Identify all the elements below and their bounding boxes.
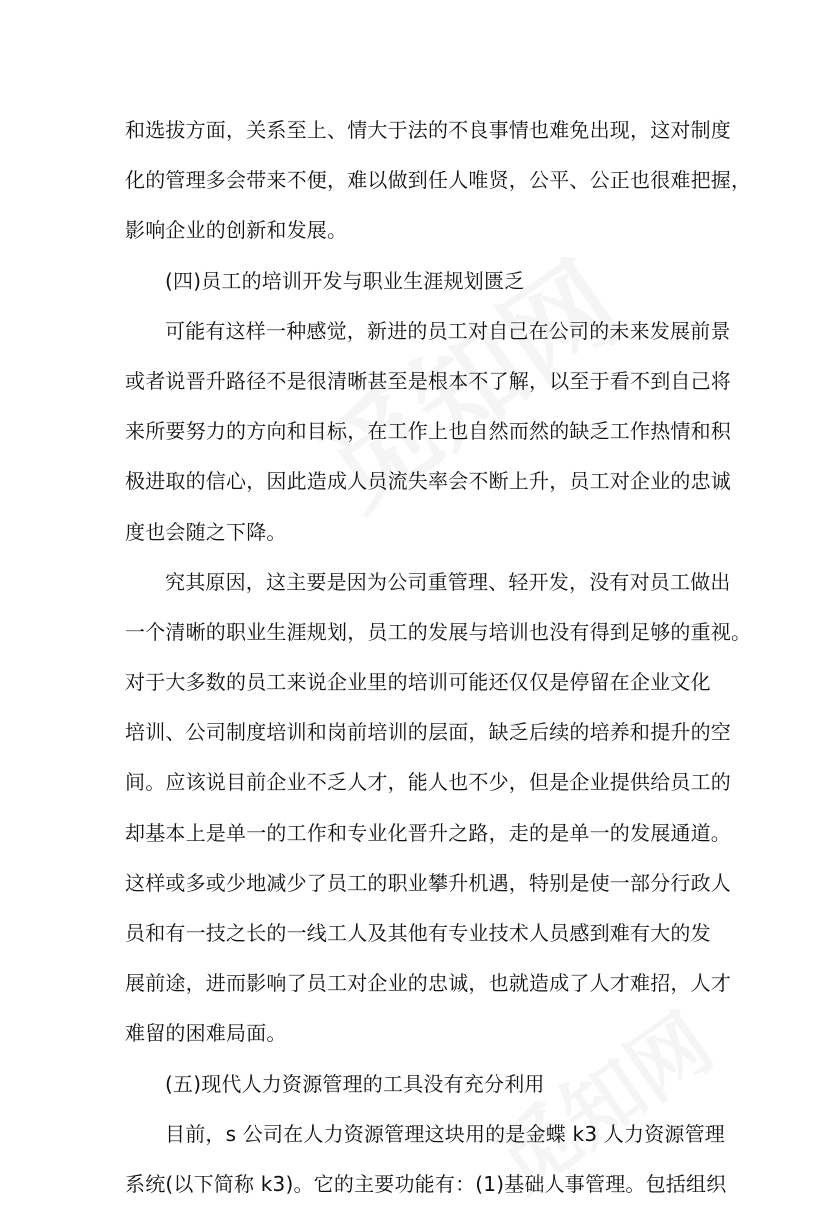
text-line: 化的管理多会带来不便，难以做到任人唯贤，公平、公正也很难把握， <box>125 168 752 193</box>
section-heading: (五)现代人力资源管理的工具没有充分利用 <box>165 1071 545 1096</box>
paragraph-first-line: 究其原因，这主要是因为公司重管理、轻开发，没有对员工做出 <box>165 569 731 594</box>
text-line: 影响企业的创新和发展。 <box>125 218 348 243</box>
text-line: 间。应该说目前企业不乏人才，能人也不少，但是企业提供给员工的 <box>125 770 731 795</box>
text-line: 度也会随之下降。 <box>125 519 287 544</box>
text-line: 这样或多或少地减少了员工的职业攀升机遇，特别是使一部分行政人 <box>125 870 731 895</box>
document-page <box>125 105 752 1209</box>
text-line: 极进取的信心，因此造成人员流失率会不断上升，员工对企业的忠诚 <box>125 469 731 494</box>
section-heading: (四)员工的培训开发与职业生涯规划匮乏 <box>165 268 525 293</box>
text-line: 一个清晰的职业生涯规划，员工的发展与培训也没有得到足够的重视。 <box>125 619 752 644</box>
text-line: 难留的困难局面。 <box>125 1021 287 1046</box>
text-line: 或者说晋升路径不是很清晰甚至是根本不了解，以至于看不到自己将 <box>125 368 731 393</box>
text-line: 来所要努力的方向和目标，在工作上也自然而然的缺乏工作热情和积 <box>125 419 731 444</box>
text-line: 和选拔方面，关系至上、情大于法的不良事情也难免出现，这对制度 <box>125 118 731 142</box>
text-line: 系统(以下简称 k3)。它的主要功能有：(1)基础人事管理。包括组织 <box>125 1171 727 1196</box>
text-line: 却基本上是单一的工作和专业化晋升之路，走的是单一的发展通道。 <box>125 820 731 845</box>
paragraph-first-line: 可能有这样一种感觉，新进的员工对自己在公司的未来发展前景 <box>165 318 731 343</box>
text-line: 培训、公司制度培训和岗前培训的层面，缺乏后续的培养和提升的空 <box>125 720 731 745</box>
text-line: 员和有一技之长的一线工人及其他有专业技术人员感到难有大的发 <box>125 921 711 945</box>
paragraph-first-line: 目前，s 公司在人力资源管理这块用的是金蝶 k3 人力资源管理 <box>165 1121 725 1146</box>
text-line: 对于大多数的员工来说企业里的培训可能还仅仅是停留在企业文化 <box>125 670 711 695</box>
text-line: 展前途，进而影响了员工对企业的忠诚，也就造成了人才难招，人才 <box>125 971 731 996</box>
